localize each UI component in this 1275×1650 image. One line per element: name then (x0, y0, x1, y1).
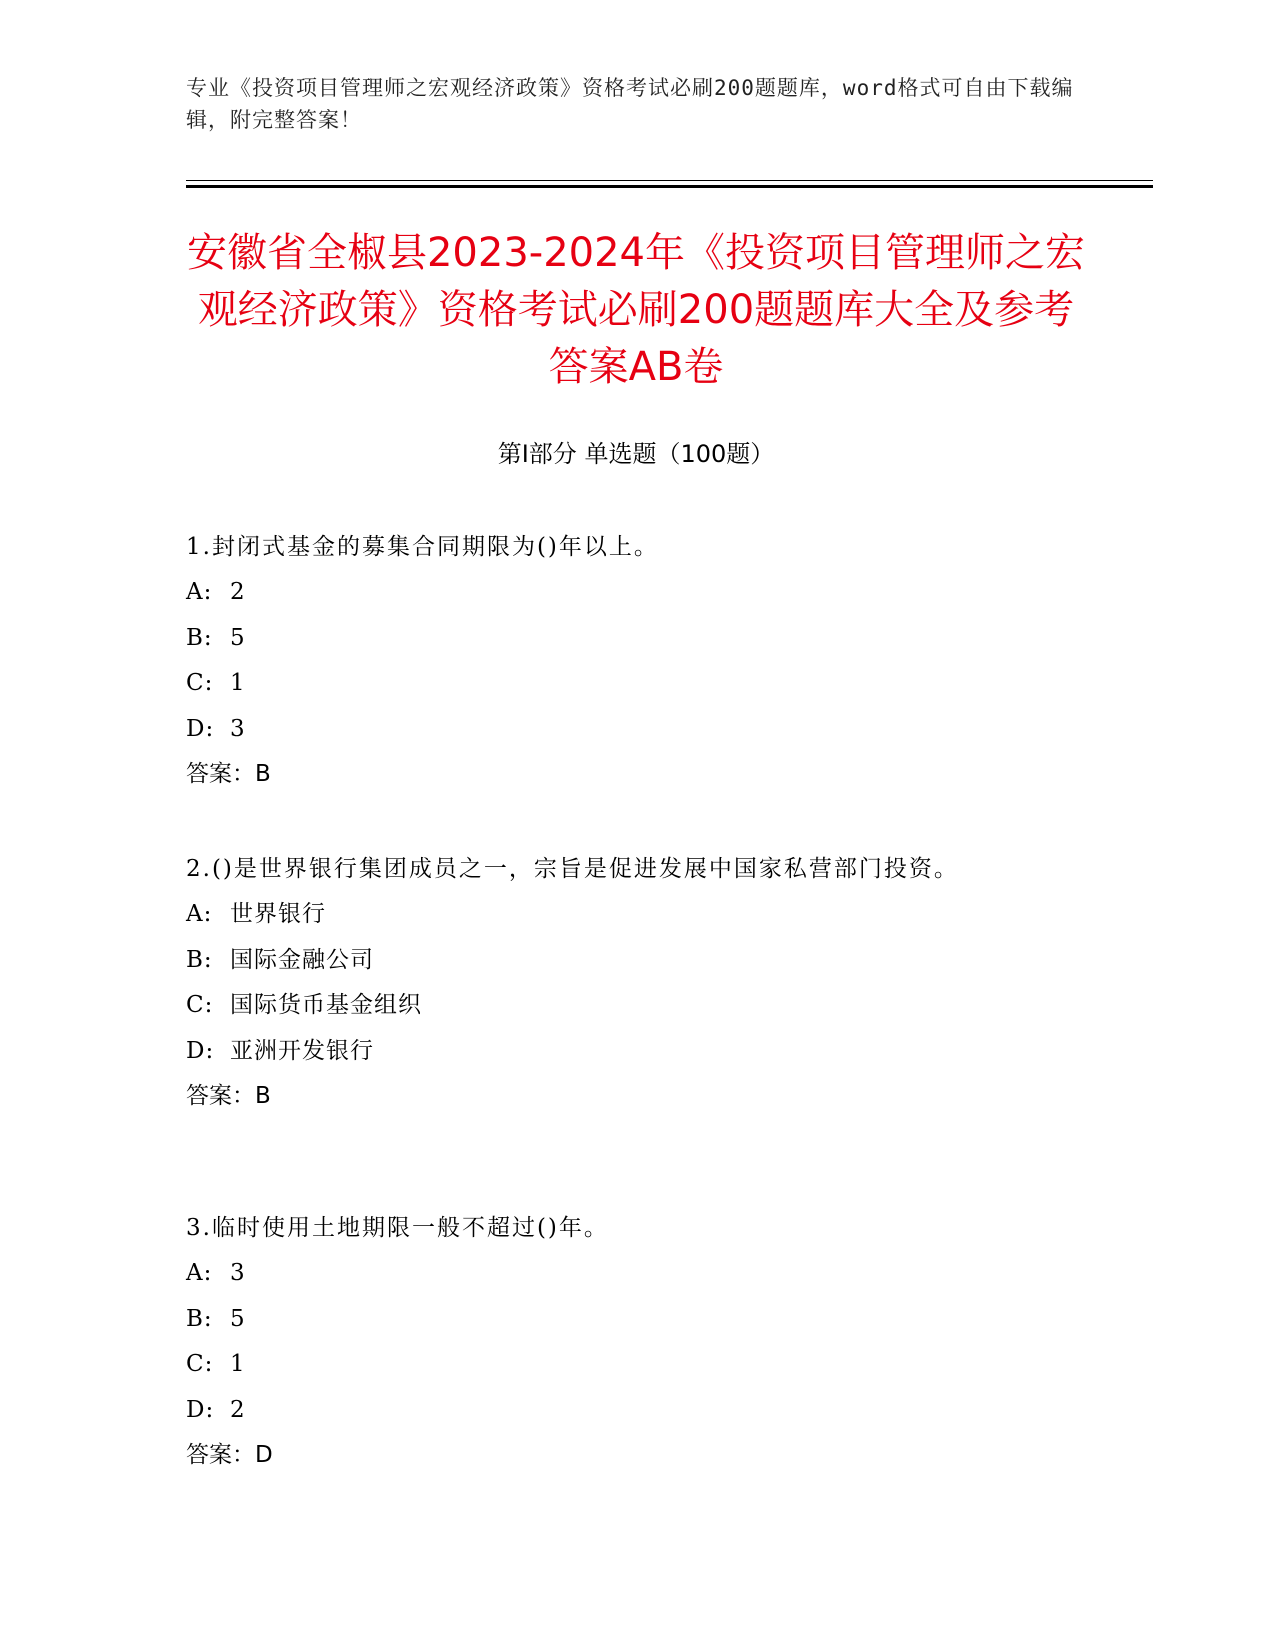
option-b (186, 938, 1086, 984)
answer-line: 答案：B (186, 1083, 271, 1109)
option-b (186, 616, 1086, 662)
document-title: 安徽省全椒县2023-2024年《投资项目管理师之宏观经济政策》资格考试必刷200题题库大全及参考答案AB卷 (186, 230, 1086, 390)
option-b (186, 1297, 1086, 1343)
question-stem: 2.()是世界银行集团成员之一，宗旨是促进发展中国家私营部门投资。 (186, 856, 959, 882)
option-key: D: (186, 1396, 215, 1423)
question-block (186, 1205, 1086, 1479)
option-d (186, 707, 1086, 753)
option-text: 5 (230, 624, 246, 651)
option-c (186, 983, 1086, 1029)
section-title: 第Ⅰ部分 单选题（100题） (497, 440, 775, 468)
question-stem: 3.临时使用土地期限一般不超过()年。 (186, 1215, 609, 1241)
option-d (186, 1029, 1086, 1075)
option-a (186, 892, 1086, 938)
question-block (186, 846, 1086, 1120)
option-d (186, 1388, 1086, 1434)
option-text: 5 (230, 1305, 246, 1332)
option-text: 2 (230, 579, 246, 605)
option-key: A: (186, 1260, 213, 1286)
option-text: 世界银行 (230, 901, 326, 927)
question-stem: 1.封闭式基金的募集合同期限为()年以上。 (186, 534, 659, 560)
option-c (186, 1342, 1086, 1388)
option-key: C: (186, 992, 214, 1018)
option-key: C: (186, 1351, 214, 1377)
option-key: B: (186, 624, 213, 651)
answer-line: 答案：B (186, 761, 271, 787)
option-text: 2 (230, 1396, 246, 1423)
option-text: 1 (230, 670, 246, 696)
option-key: A: (186, 579, 213, 605)
option-text: 国际金融公司 (230, 946, 374, 973)
option-key: D: (186, 1037, 215, 1064)
option-c (186, 661, 1086, 707)
header-divider-thick (186, 185, 1153, 188)
option-text: 亚洲开发银行 (230, 1037, 374, 1064)
option-a (186, 570, 1086, 616)
answer-line: 答案：D (186, 1442, 273, 1468)
option-text: 国际货币基金组织 (230, 992, 422, 1018)
option-key: A: (186, 901, 213, 927)
question-block (186, 524, 1086, 798)
option-text: 1 (230, 1351, 246, 1377)
option-text: 3 (230, 715, 246, 742)
option-key: C: (186, 670, 214, 696)
header-divider-thin (186, 180, 1153, 181)
header-note: 专业《投资项目管理师之宏观经济政策》资格考试必刷200题题库，word格式可自由下载编辑，附完整答案！ (186, 76, 1074, 132)
option-text: 3 (230, 1260, 246, 1286)
option-a (186, 1251, 1086, 1297)
option-key: D: (186, 715, 215, 742)
option-key: B: (186, 946, 213, 973)
option-key: B: (186, 1305, 213, 1332)
